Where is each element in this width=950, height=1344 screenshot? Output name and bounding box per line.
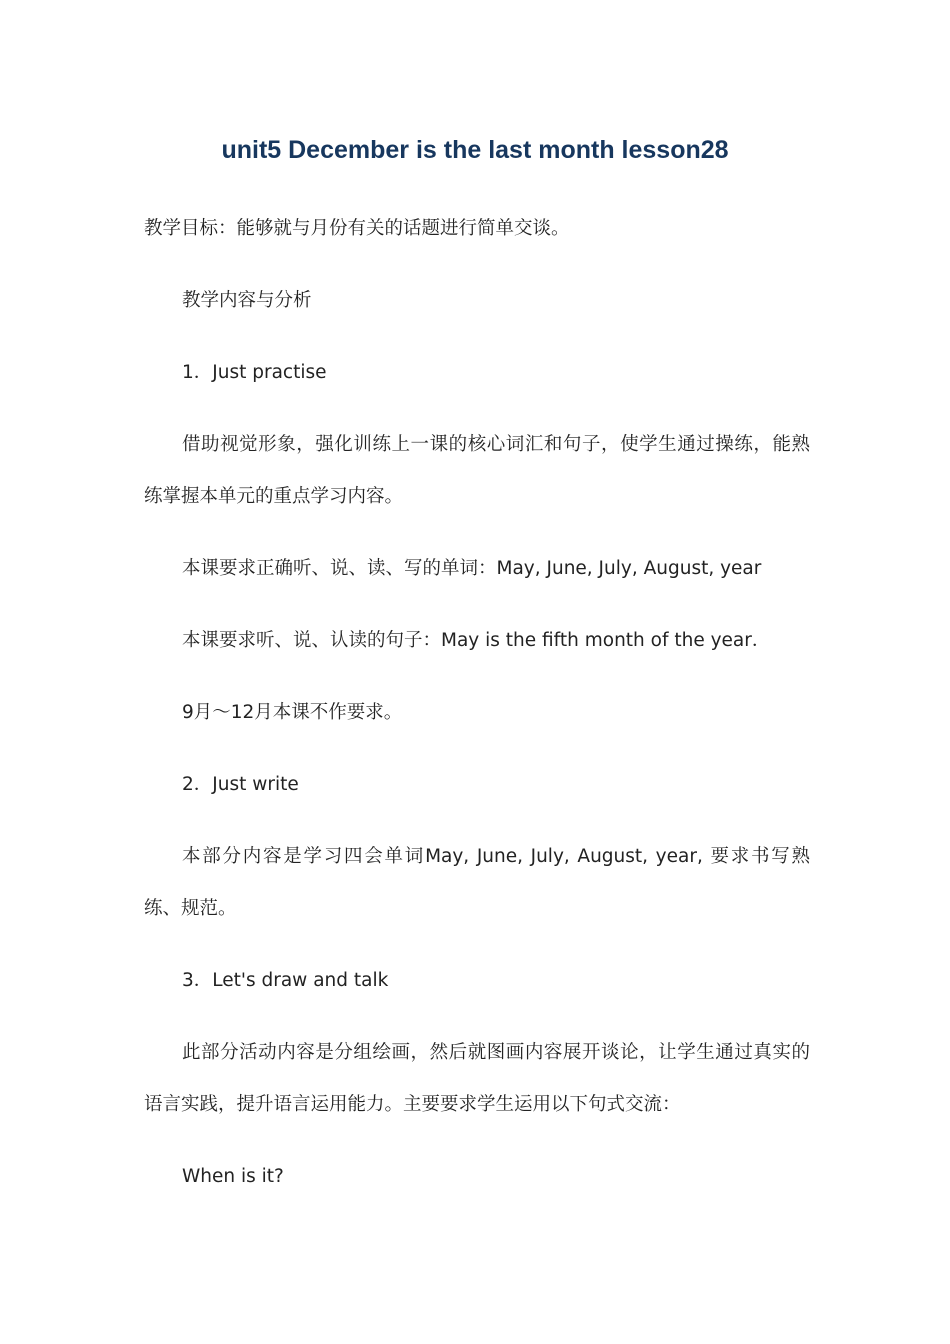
paragraph-section-3-heading: 3．Let's draw and talk — [182, 970, 389, 991]
document-title: unit5 December is the last month lesson28 — [221, 136, 729, 164]
paragraph-required-sentences: 本课要求听、说、认读的句子：May is the fifth month of the year． — [182, 630, 771, 651]
paragraph-required-words: 本课要求正确听、说、读、写的单词：May, June, July, August, year — [182, 558, 762, 579]
paragraph-months-note: 9月～12月本课不作要求。 — [182, 702, 403, 723]
paragraph-section-2-heading: 2．Just write — [182, 774, 299, 795]
document-body — [144, 203, 810, 1223]
paragraph-section-3-description: 此部分活动内容是分组绘画，然后就图画内容展开谈论，让学生通过真实的语言实践，提升语言运用能力。主要要求学生运用以下句式交流： — [144, 1042, 810, 1115]
paragraph-section-1-heading: 1．Just practise — [182, 362, 327, 383]
paragraph-teaching-objective: 教学目标：能够就与月份有关的话题进行简单交谈。 — [144, 218, 570, 239]
paragraph-example-question: When is it? — [182, 1166, 284, 1187]
paragraph-section-1-description: 借助视觉形象，强化训练上一课的核心词汇和句子，使学生通过操练，能熟练掌握本单元的重点学习内容。 — [144, 434, 810, 507]
paragraph-section-2-description: 本部分内容是学习四会单词May, June, July, August, year, 要求书写熟练、规范。 — [144, 846, 810, 919]
paragraph-content-analysis-heading: 教学内容与分析 — [182, 290, 312, 311]
